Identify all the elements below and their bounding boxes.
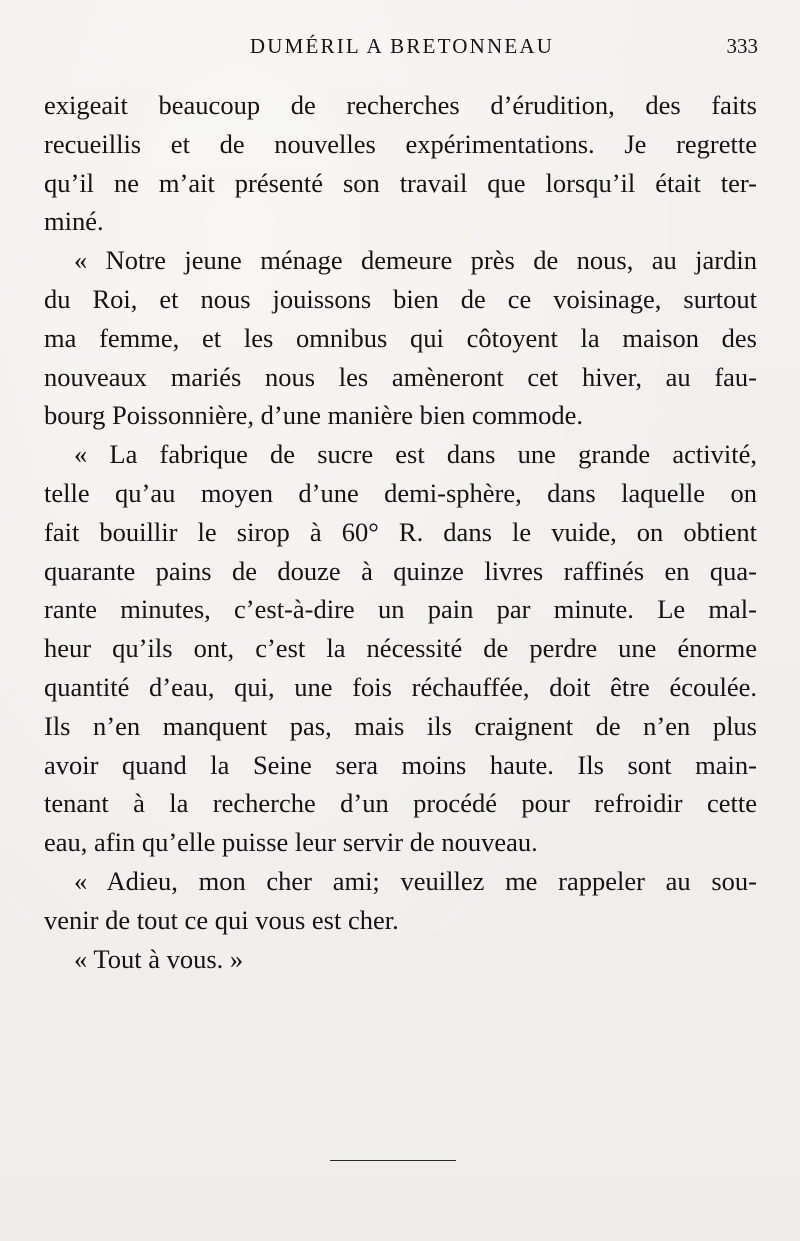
body-text	[44, 86, 757, 978]
page-number: 333	[726, 34, 758, 58]
text-line: ma femme, et les omnibus qui côtoyent la maison des	[44, 322, 757, 353]
text-line: nouveaux mariés nous les amèneront cet hiver, au fau-	[44, 361, 757, 392]
text-line: Ils n’en manquent pas, mais ils craignent de n’en plus	[44, 710, 757, 741]
text-line: telle qu’au moyen d’une demi-sphère, dans laquelle on	[44, 477, 757, 508]
text-line: heur qu’ils ont, c’est la nécessité de perdre une énorme	[44, 633, 757, 664]
text-line: quantité d’eau, qui, une fois réchauffée, doit être écoulée.	[44, 671, 757, 702]
text-line: fait bouillir le sirop à 60° R. dans le vuide, on obtient	[44, 516, 757, 547]
text-line: venir de tout ce qui vous est cher.	[44, 904, 399, 935]
text-line: exigeait beaucoup de recherches d’érudition, des faits	[44, 90, 757, 120]
text-line: bourg Poissonnière, d’une manière bien commode.	[44, 400, 583, 431]
text-line: qu’il ne m’ait présenté son travail que lorsqu’il était ter-	[44, 167, 757, 198]
running-head	[44, 34, 760, 64]
text-line: « La fabrique de sucre est dans une grande activité,	[74, 439, 757, 470]
text-line: « Adieu, mon cher ami; veuillez me rappeler au sou-	[74, 865, 757, 896]
text-line: quarante pains de douze à quinze livres raffinés en qua-	[44, 555, 757, 586]
text-line: miné.	[44, 206, 104, 237]
text-line: avoir quand la Seine sera moins haute. Ils sont main-	[44, 749, 757, 780]
running-title: DUMÉRIL A BRETONNEAU	[249, 34, 555, 58]
text-line: « Tout à vous. »	[74, 943, 244, 974]
text-line: du Roi, et nous jouissons bien de ce voisinage, surtout	[44, 283, 757, 314]
text-line: recueillis et de nouvelles expérimentations. Je regrette	[44, 128, 757, 159]
section-rule	[330, 1160, 456, 1161]
text-line: rante minutes, c’est-à-dire un pain par minute. Le mal-	[44, 594, 757, 625]
text-line: « Notre jeune ménage demeure près de nous, au jardin	[74, 245, 757, 276]
text-line: eau, afin qu’elle puisse leur servir de nouveau.	[44, 827, 538, 858]
text-line: tenant à la recherche d’un procédé pour refroidir cette	[44, 788, 757, 819]
